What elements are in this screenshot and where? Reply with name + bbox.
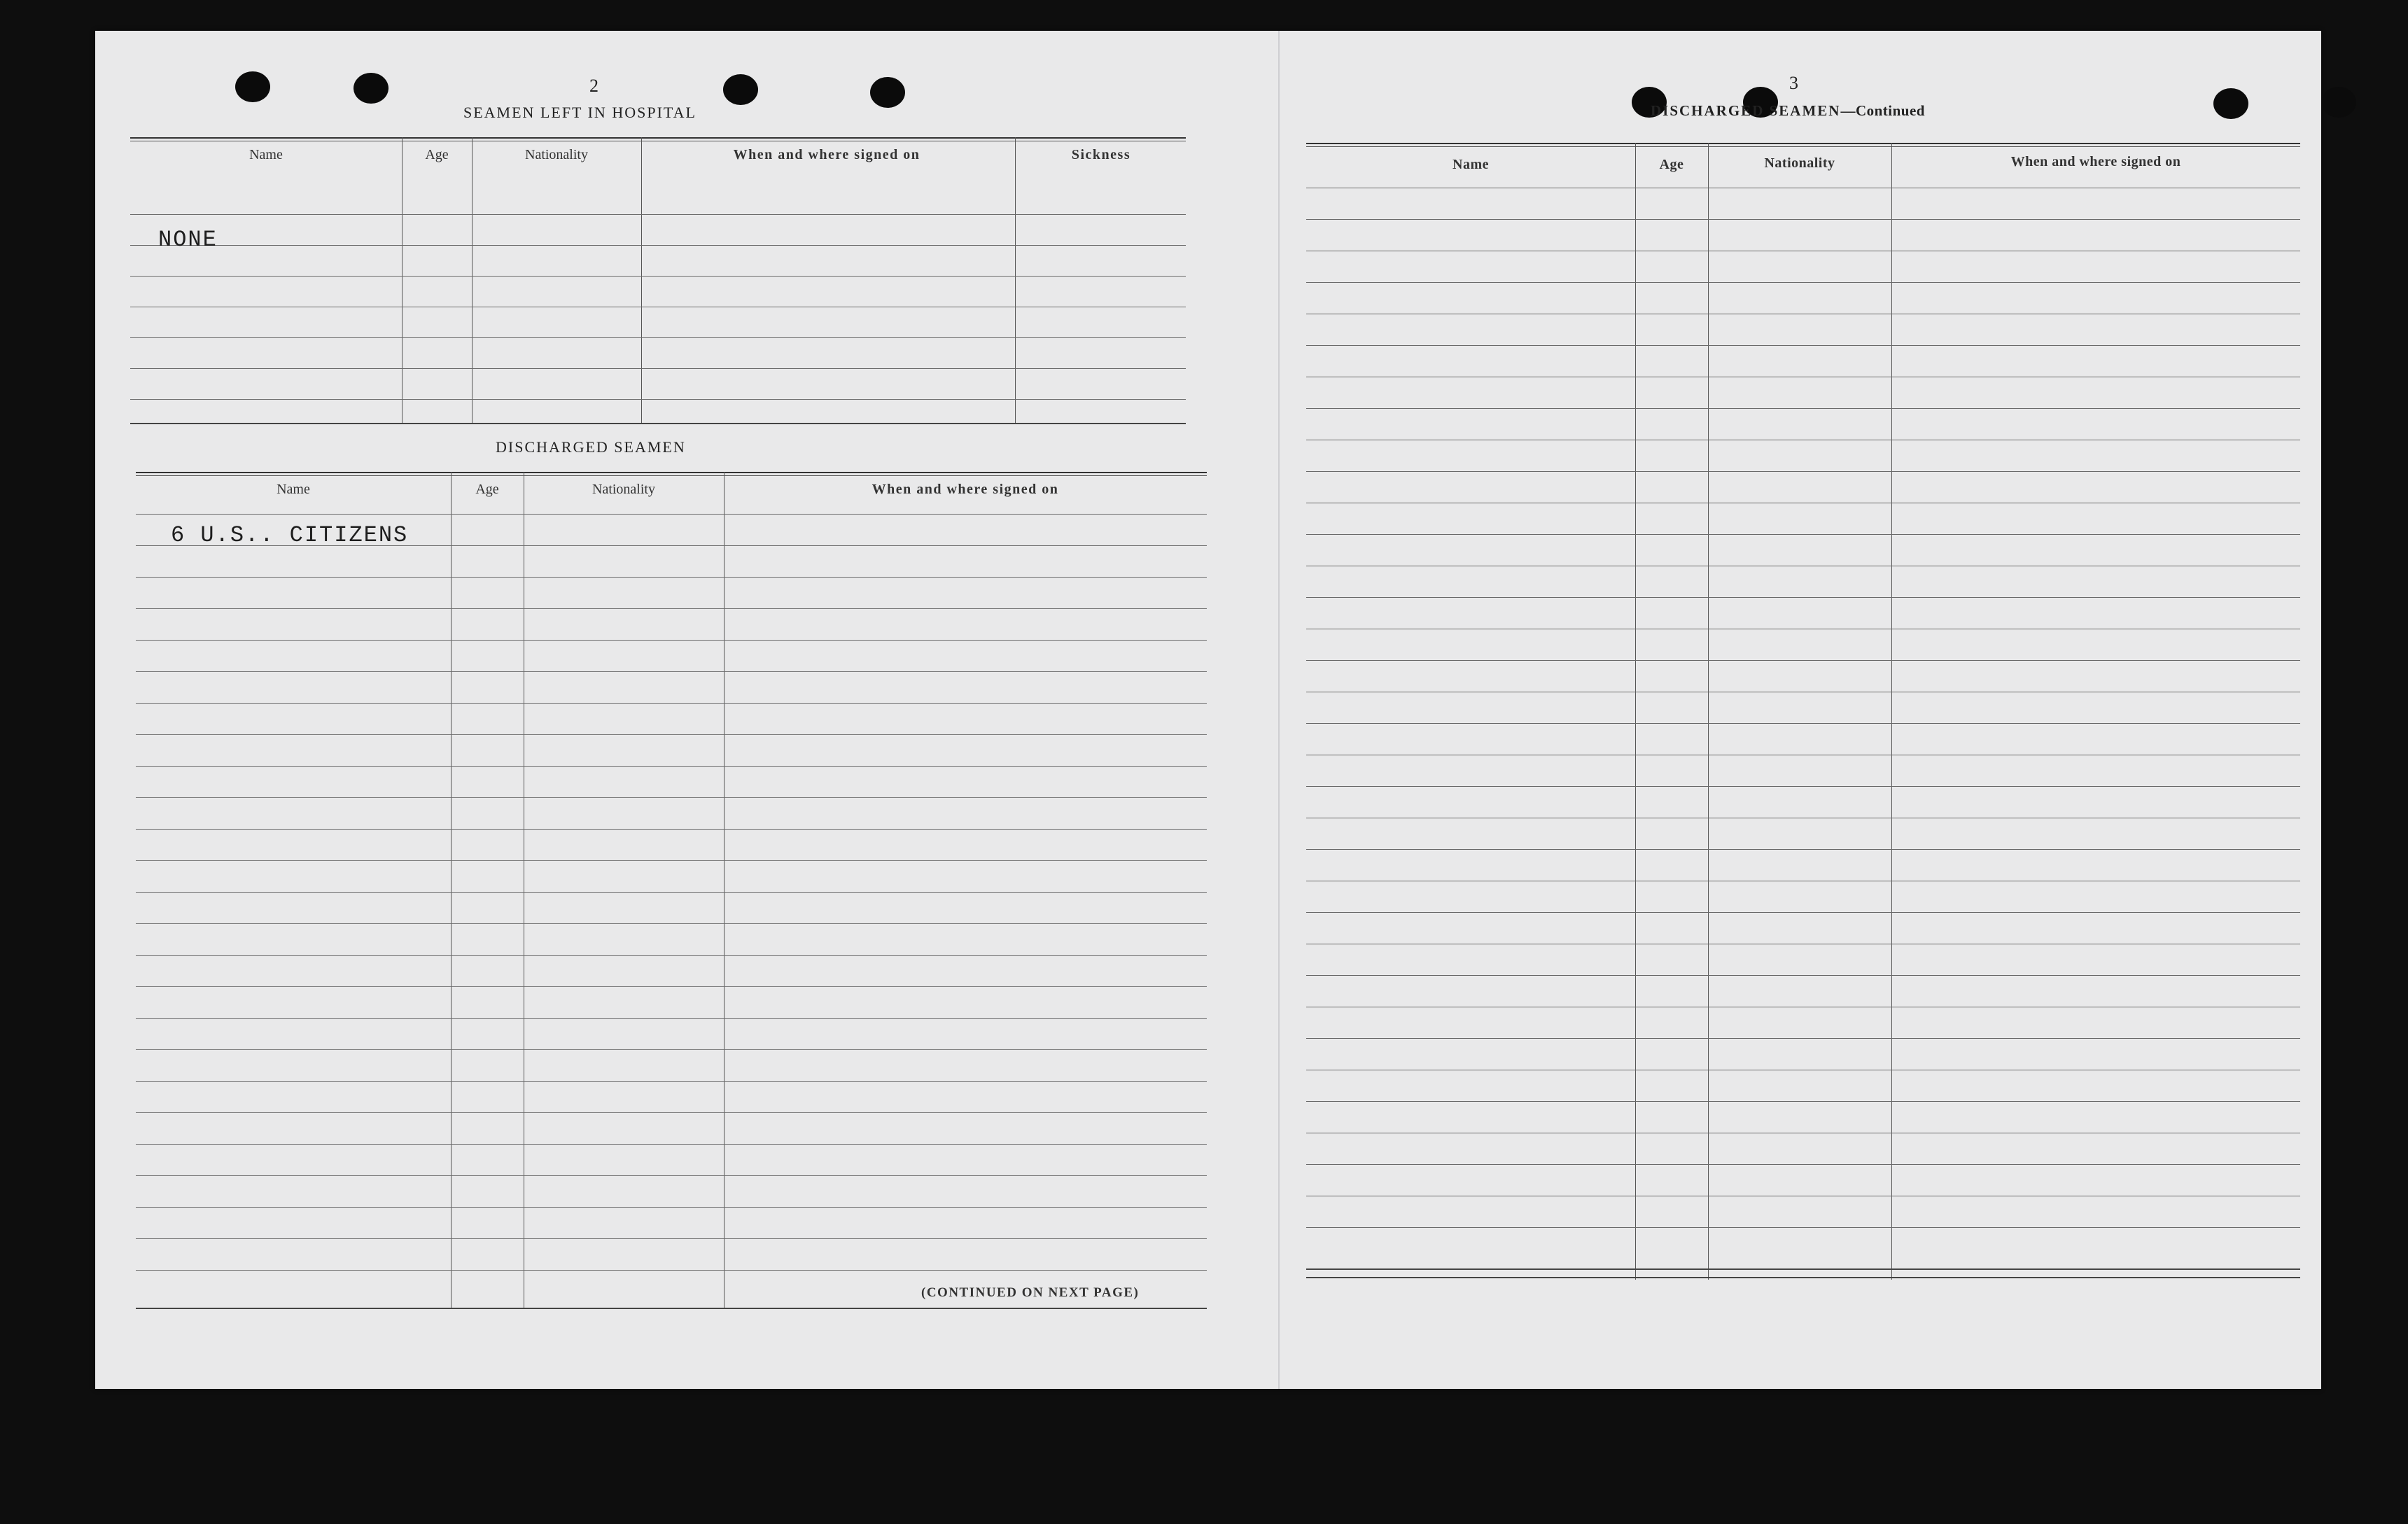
row-rule [1306, 282, 2300, 283]
column-header-age: Age [1659, 157, 1684, 172]
column-header-name: Name [249, 147, 283, 162]
punch-hole [2213, 88, 2248, 119]
continued-section-title [1651, 102, 1925, 120]
table-top-rule [130, 137, 1186, 141]
header-rule [136, 514, 1207, 515]
row-rule [136, 608, 1207, 609]
discharged-continued-table [1306, 143, 2300, 1280]
left-page [95, 31, 1278, 1389]
punch-hole [235, 71, 270, 102]
row-rule [1306, 849, 2300, 850]
continued-note: (CONTINUED ON NEXT PAGE) [921, 1285, 1140, 1300]
table-bottom-rule [136, 1308, 1207, 1309]
section-title-suffix: —Continued [1840, 102, 1925, 119]
column-header-signed-on: When and where signed on [733, 147, 920, 162]
row-rule [1306, 597, 2300, 598]
row-rule [1306, 912, 2300, 913]
row-rule [136, 766, 1207, 767]
row-rule [1306, 1101, 2300, 1102]
row-rule [136, 955, 1207, 956]
right-page [1285, 31, 2321, 1389]
punch-hole [2321, 87, 2356, 118]
row-rule [136, 1049, 1207, 1050]
row-rule [1306, 408, 2300, 409]
discharged-section-title: DISCHARGED SEAMEN [496, 438, 686, 456]
table-bottom-rule [130, 423, 1186, 424]
column-header-nationality: Nationality [592, 482, 655, 497]
row-rule [136, 1175, 1207, 1176]
hospital-table [130, 137, 1186, 424]
row-rule [136, 671, 1207, 672]
table-bottom-rule [1306, 1277, 2300, 1278]
document-sheet [95, 31, 2321, 1389]
discharged-table [136, 472, 1207, 1309]
column-header-age: Age [475, 482, 499, 497]
row-rule [136, 1144, 1207, 1145]
row-rule [1306, 975, 2300, 976]
row-rule [136, 703, 1207, 704]
row-rule [136, 577, 1207, 578]
column-header-name: Name [1452, 157, 1489, 172]
row-rule [1306, 786, 2300, 787]
row-rule [136, 1018, 1207, 1019]
row-rule [136, 734, 1207, 735]
column-header-signed-on: When and where signed on [2010, 154, 2181, 169]
row-rule [1306, 219, 2300, 220]
row-rule [1306, 660, 2300, 661]
row-rule [136, 1270, 1207, 1271]
row-rule [136, 1081, 1207, 1082]
row-rule [136, 829, 1207, 830]
column-header-signed-on: When and where signed on [872, 482, 1059, 497]
page-number: 2 [589, 76, 599, 96]
column-header-age: Age [425, 147, 449, 162]
row-rule [130, 276, 1186, 277]
punch-hole [870, 77, 905, 108]
hospital-entry: NONE [158, 227, 218, 253]
row-rule [1306, 723, 2300, 724]
row-rule [136, 1238, 1207, 1239]
column-header-nationality: Nationality [525, 147, 588, 162]
table-top-rule [136, 472, 1207, 476]
row-rule [136, 860, 1207, 861]
row-rule [1306, 1038, 2300, 1039]
row-rule [130, 399, 1186, 400]
page-fold [1278, 31, 1280, 1389]
row-rule [1306, 1227, 2300, 1228]
row-rule [136, 923, 1207, 924]
column-header-sickness: Sickness [1071, 147, 1131, 162]
row-rule [136, 986, 1207, 987]
row-rule [136, 1207, 1207, 1208]
row-rule [136, 797, 1207, 798]
page-number: 3 [1789, 73, 1799, 93]
column-header-name: Name [276, 482, 310, 497]
row-rule [1306, 345, 2300, 346]
column-header-nationality: Nationality [1764, 155, 1835, 171]
punch-hole [723, 74, 758, 105]
discharged-entry: 6 U.S.. CITIZENS [171, 522, 409, 548]
section-title-text: DISCHARGED SEAMEN [1651, 102, 1841, 119]
row-rule [1306, 471, 2300, 472]
row-rule [130, 337, 1186, 338]
header-rule [130, 214, 1186, 215]
row-rule [130, 368, 1186, 369]
row-rule [136, 1112, 1207, 1113]
table-top-rule [1306, 143, 2300, 147]
table-bottom-rule [1306, 1268, 2300, 1270]
row-rule [136, 892, 1207, 893]
hospital-section-title: SEAMEN LEFT IN HOSPITAL [463, 104, 696, 121]
row-rule [130, 245, 1186, 246]
column-rule [641, 137, 642, 424]
row-rule [1306, 534, 2300, 535]
punch-hole [354, 73, 388, 104]
row-rule [1306, 1164, 2300, 1165]
row-rule [136, 640, 1207, 641]
column-rule [1015, 137, 1016, 424]
